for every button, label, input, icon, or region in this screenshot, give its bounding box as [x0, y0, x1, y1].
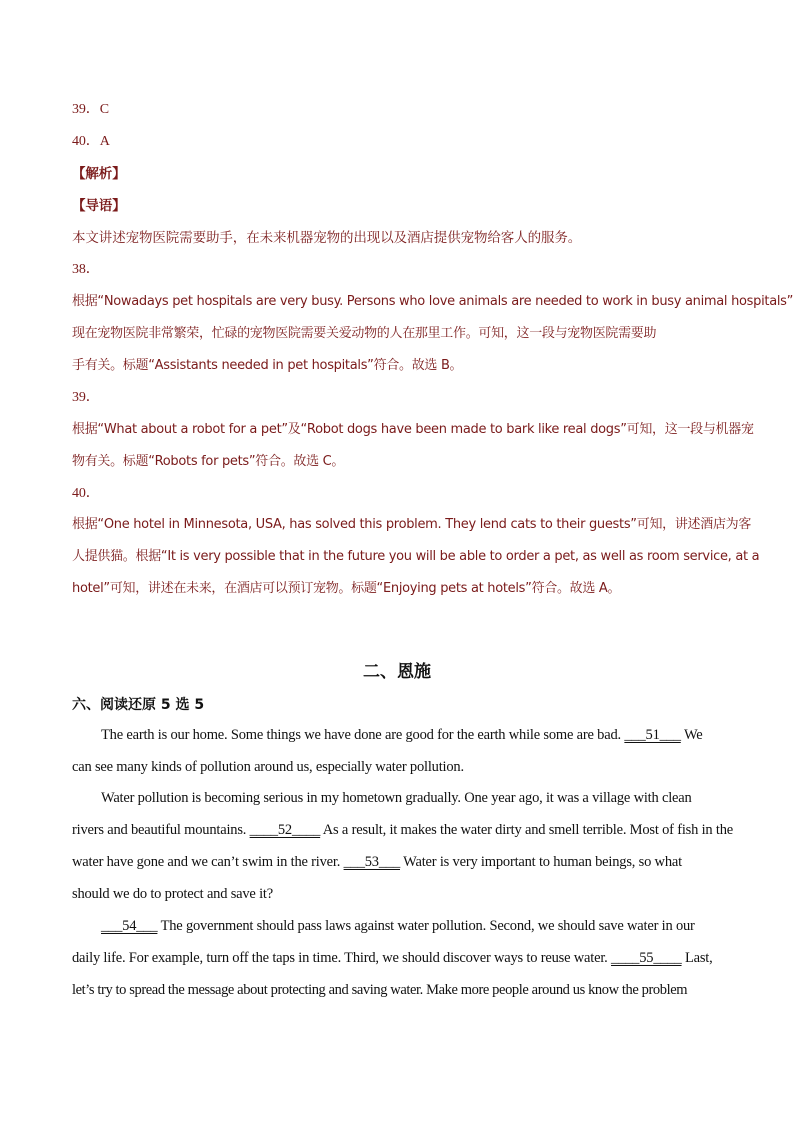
- passage-line: Water pollution is becoming serious in my hometown gradually. One year ago, it was a village with clean: [101, 790, 692, 806]
- passage-text: daily life. For example, turn off the taps in time. Third, we should discover ways to reuse water.: [72, 950, 608, 966]
- explanation-40-line: 根据“One hotel in Minnesota, USA, has solved this problem. They lend cats to their guests”可知，讲述酒店为客: [72, 517, 752, 532]
- passage-text: The government should pass laws against water pollution. Second, we should save water in our: [160, 918, 695, 934]
- passage-line: [101, 918, 695, 935]
- explanation-38-number: 38．: [72, 262, 100, 277]
- passage-line: should we do to protect and save it?: [72, 886, 273, 902]
- passage-text: water have gone and we can’t swim in the river.: [72, 854, 341, 870]
- explanation-39-number: 39．: [72, 390, 100, 405]
- blank-52: ____52____: [249, 822, 321, 838]
- blank-53: ___53___: [343, 854, 400, 870]
- passage-line: let’s try to spread the message about protecting and saving water. Make more people around us know the problem: [72, 982, 688, 998]
- passage-line: [72, 950, 713, 967]
- explanation-40-line: 人提供猫。根据“It is very possible that in the future you will be able to order a pet, as well as room service, at a: [72, 549, 760, 564]
- explanation-39-line: 根据“What about a robot for a pet”及“Robot dogs have been made to bark like real dogs”可知，这一段与机器宠: [72, 422, 754, 437]
- subheading: 六、阅读还原 5 选 5: [72, 697, 205, 713]
- analysis-tag: 【解析】: [72, 166, 126, 182]
- passage-text: Last,: [684, 950, 713, 966]
- passage-line: [101, 727, 703, 744]
- explanation-39-line: 物有关。标题“Robots for pets”符合。故选 C。: [72, 454, 345, 469]
- summary-text: 本文讲述宠物医院需要助手，在未来机器宠物的出现以及酒店提供宠物给客人的服务。: [72, 230, 582, 246]
- section-title: 二、恩施: [363, 662, 431, 682]
- passage-line: [72, 854, 682, 871]
- explanation-38-line: 手有关。标题“Assistants needed in pet hospitals”符合。故选 B。: [72, 358, 463, 373]
- answer-40: 40．A: [72, 134, 110, 149]
- passage-text: The earth is our home. Some things we have done are good for the earth while some are bad.: [101, 727, 621, 743]
- answer-39: 39．C: [72, 102, 109, 117]
- explanation-38-line: 根据“Nowadays pet hospitals are very busy. Persons who love animals are needed to work in busy animal hospitals”: [72, 294, 794, 309]
- blank-51: ___51___: [624, 727, 681, 743]
- passage-text: Water is very important to human beings, so what: [403, 854, 682, 870]
- blank-55: ____55____: [611, 950, 682, 966]
- passage-line: [72, 822, 733, 839]
- passage-text: As a result, it makes the water dirty and smell terrible. Most of fish in the: [322, 822, 734, 838]
- passage-line: can see many kinds of pollution around us, especially water pollution.: [72, 759, 464, 775]
- explanation-40-line: hotel”可知，讲述在未来，在酒店可以预订宠物。标题“Enjoying pets at hotels”符合。故选 A。: [72, 581, 621, 596]
- passage-text: rivers and beautiful mountains.: [72, 822, 247, 838]
- explanation-40-number: 40．: [72, 486, 100, 501]
- explanation-38-line: 现在宠物医院非常繁荣，忙碌的宠物医院需要关爱动物的人在那里工作。可知，这一段与宠物医院需要助: [72, 326, 657, 341]
- blank-54: ___54___: [101, 918, 158, 934]
- guide-tag: 【导语】: [72, 198, 126, 214]
- passage-text: We: [683, 727, 703, 743]
